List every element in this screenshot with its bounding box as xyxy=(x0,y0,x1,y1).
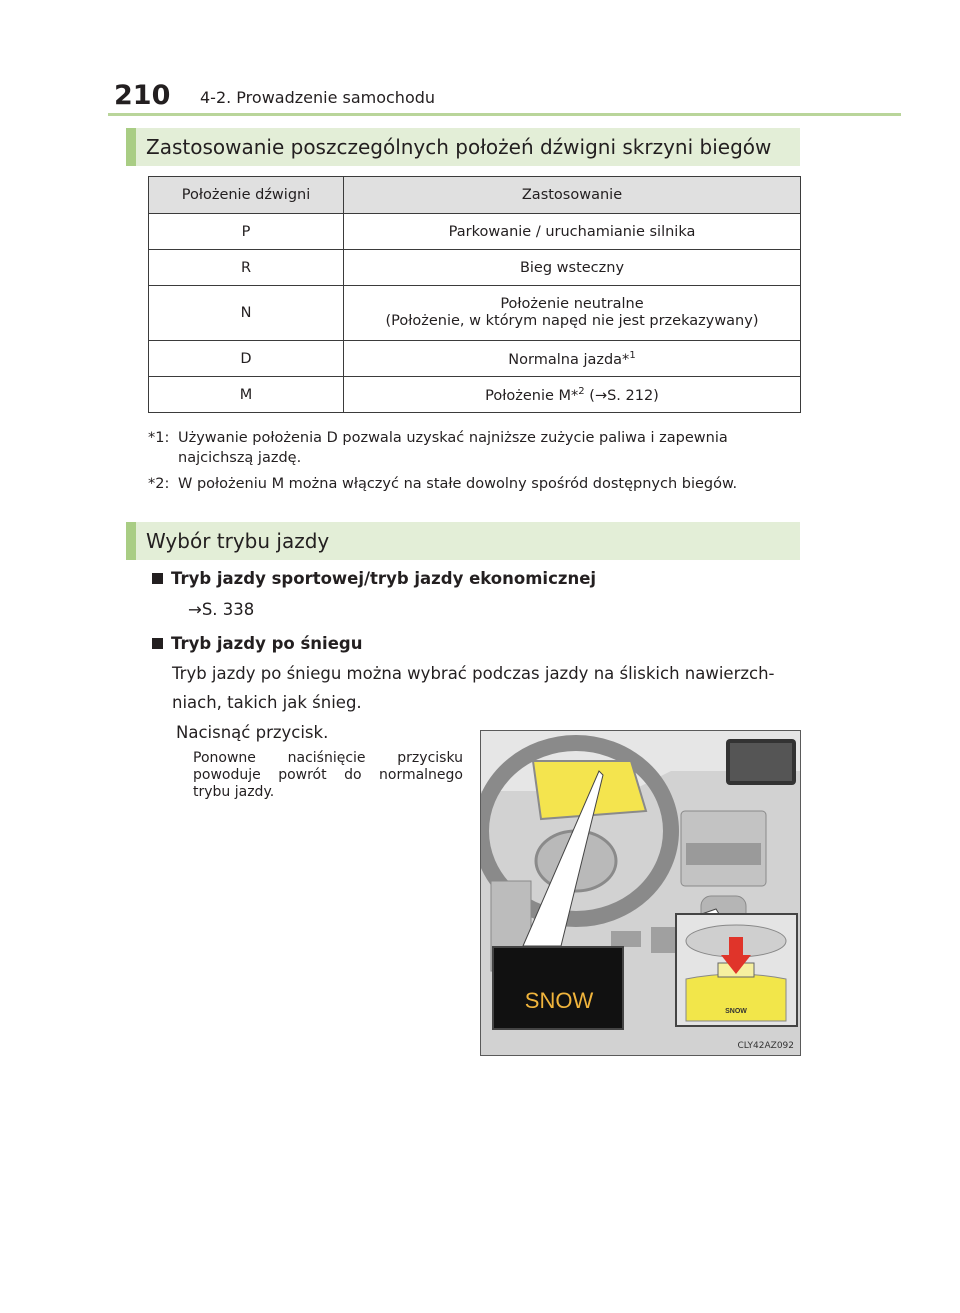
subheading-text: Tryb jazdy sportowej/tryb jazdy ekonomicznej xyxy=(171,569,597,588)
gear-position-table xyxy=(148,176,801,413)
usage-cell xyxy=(344,286,801,341)
section-title: Wybór trybu jazdy xyxy=(146,529,330,553)
subheading-snow-mode xyxy=(152,634,362,653)
footnotes xyxy=(148,428,803,500)
position-cell: N xyxy=(149,286,344,341)
footnote-mark: *1: xyxy=(148,430,170,446)
page-reference: (→S. 212) xyxy=(584,387,659,404)
dashboard-illustration xyxy=(480,730,801,1056)
usage-text: Normalna jazda* xyxy=(508,351,630,368)
position-cell: R xyxy=(149,250,344,286)
footnote-text: Używanie położenia D pozwala uzyskać najniższe zużycie paliwa i zapewnia najcichszą jazdę. xyxy=(178,430,728,466)
position-cell: D xyxy=(149,341,344,377)
position-cell: M xyxy=(149,377,344,413)
footnote-marker: 2 xyxy=(578,385,585,397)
footnote xyxy=(148,428,803,468)
usage-line: (Położenie, w którym napęd nie jest przekazywany) xyxy=(385,313,759,329)
table-row xyxy=(149,341,801,377)
usage-cell xyxy=(344,341,801,377)
section-heading-drive-mode xyxy=(126,522,800,560)
snow-display-text: SNOW xyxy=(524,988,594,1013)
snow-mode-description: Tryb jazdy po śniegu można wybrać podczas jazdy na śliskich nawierzch-niach, takich jak śnieg. xyxy=(172,664,775,712)
footnote-text: W położeniu M można włączyć na stałe dowolny spośród dostępnych biegów. xyxy=(178,476,738,492)
snow-button-label: SNOW xyxy=(725,1008,747,1015)
usage-cell: Parkowanie / uruchamianie silnika xyxy=(344,214,801,250)
table-row xyxy=(149,377,801,413)
footnote-marker: 1 xyxy=(629,349,636,361)
usage-cell xyxy=(344,377,801,413)
instruction-text: Nacisnąć przycisk. xyxy=(176,723,329,742)
table-row xyxy=(149,286,801,341)
subheading-text: Tryb jazdy po śniegu xyxy=(171,634,363,653)
column-header-usage: Zastosowanie xyxy=(344,177,801,214)
header-rule xyxy=(108,113,901,116)
usage-cell: Bieg wsteczny xyxy=(344,250,801,286)
footnote xyxy=(148,474,803,494)
footnote-mark: *2: xyxy=(148,476,170,492)
position-cell: P xyxy=(149,214,344,250)
section-title: Zastosowanie poszczególnych położeń dźwigni skrzyni biegów xyxy=(146,135,772,159)
chapter-title: 4-2. Prowadzenie samochodu xyxy=(200,88,436,107)
table-header-row xyxy=(149,177,801,214)
table-row xyxy=(149,214,801,250)
square-bullet-icon xyxy=(152,573,163,584)
column-header-position: Położenie dźwigni xyxy=(149,177,344,214)
page-number: 210 xyxy=(114,80,171,111)
figure-code: CLY42AZ092 xyxy=(737,1041,794,1051)
section-heading-gear-positions xyxy=(126,128,800,166)
usage-text: Położenie M* xyxy=(485,387,579,404)
page-reference: →S. 338 xyxy=(188,600,255,619)
usage-line: Położenie neutralne xyxy=(500,296,644,312)
subheading-sport-eco xyxy=(152,569,596,588)
table-row xyxy=(149,250,801,286)
instruction-note: Ponowne naciśnięcie przycisku powoduje powrót do normalnego trybu jazdy. xyxy=(193,750,463,800)
square-bullet-icon xyxy=(152,638,163,649)
